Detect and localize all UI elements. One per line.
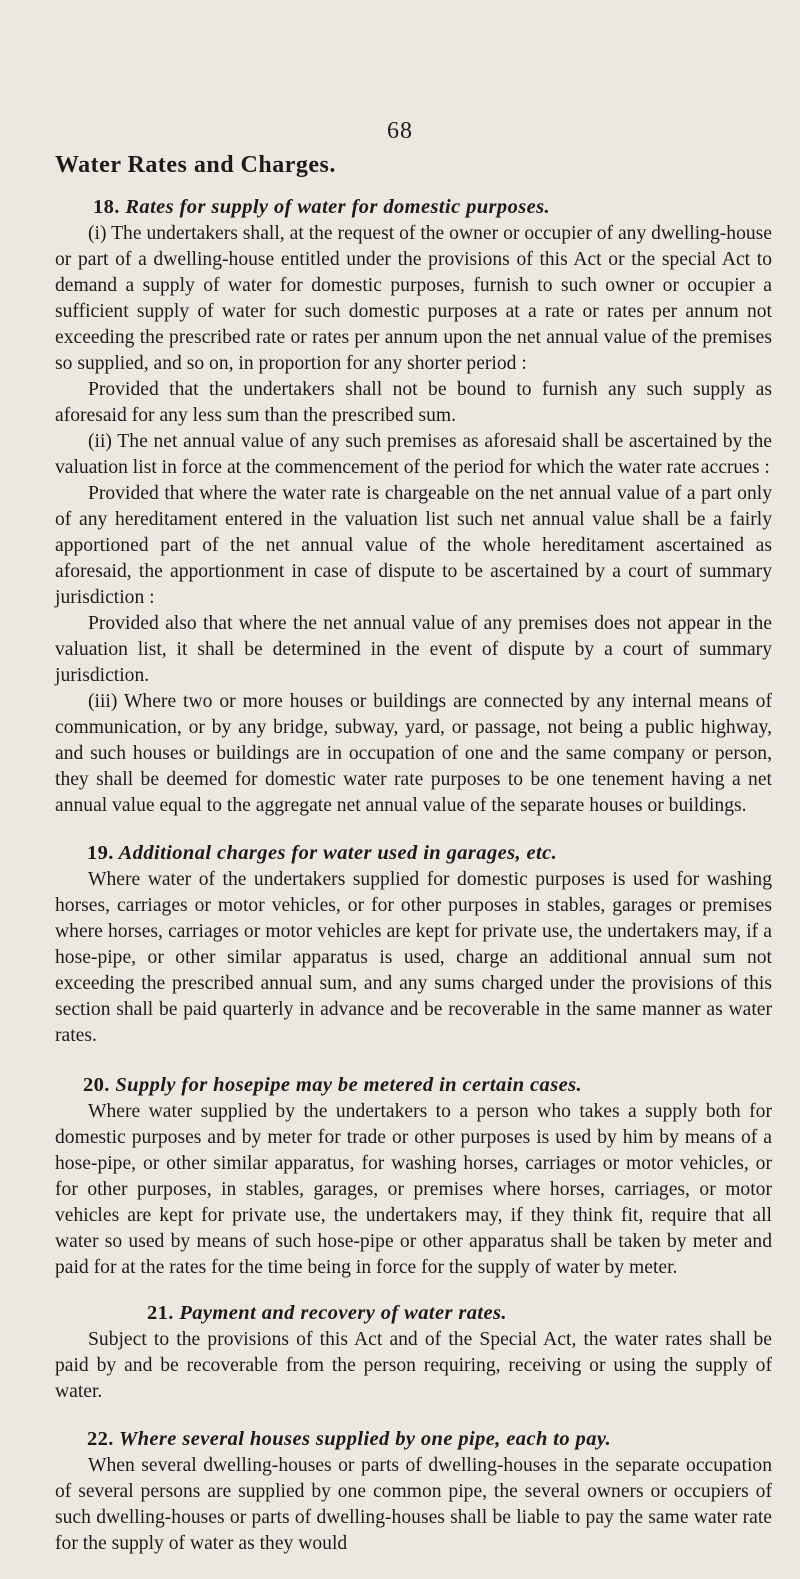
section-number: 21. bbox=[147, 1302, 174, 1324]
paragraph: (i) The undertakers shall, at the request of the owner or occupier of any dwelling-house or part of a dwelling-house entitled under the provisions of this Act or the special Act to demand a supply of water for domestic purposes, furnish to such owner or occupier a sufficient supply of water for such domestic purposes at a rate or rates per annum not exceeding the prescribed rate or rates per annum upon the net annual value of the premises so supplied, and so on, in proportion for any shorter period : bbox=[55, 223, 772, 374]
chapter-heading: Water Rates and Charges. bbox=[55, 152, 336, 178]
section-19 bbox=[55, 839, 772, 1049]
section-title bbox=[55, 1071, 772, 1099]
section-title-text: Where several houses supplied by one pipe, each to pay. bbox=[118, 1428, 612, 1450]
paragraph: Where water of the undertakers supplied for domestic purposes is used for washing horses, carriages or motor vehicles, or for other purposes in stables, garages or premises where horses, carriages or motor vehicles are kept for private use, the undertakers may, if a hose-pipe, or other similar apparatus is used, charge an additional annual sum not exceeding the prescribed annual sum, and any sums charged under the provisions of this section shall be paid quarterly in advance and be recoverable in the same manner as water rates. bbox=[55, 869, 772, 1046]
paragraph: (ii) The net annual value of any such premises as aforesaid shall be ascertained by the valuation list in force at the commencement of the period for which the water rate accrues : bbox=[55, 431, 772, 478]
section-number: 19. bbox=[87, 842, 114, 864]
page-number: 68 bbox=[387, 118, 413, 144]
section-title bbox=[55, 839, 772, 867]
section-title-text: Supply for hosepipe may be metered in certain cases. bbox=[115, 1074, 582, 1096]
paragraph: Where water supplied by the undertakers to a person who takes a supply both for domestic purposes and by meter for trade or other purposes is used by him by means of a hose-pipe, or other similar apparatus, for washing horses, carriages or motor vehicles, or for other purposes, in stables, garages, or premises where horses, carriages, or motor vehicles are kept for private use, the undertakers may, if they think fit, require that all water so used by means of such hose-pipe or other apparatus shall be taken by meter and paid for at the rates for the time being in force for the supply of water by meter. bbox=[55, 1101, 772, 1278]
section-number: 20. bbox=[83, 1074, 110, 1096]
section-number: 22. bbox=[87, 1428, 114, 1450]
paragraph: Provided also that where the net annual value of any premises does not appear in the valuation list, it shall be determined in the event of dispute by a court of summary jurisdiction. bbox=[55, 613, 772, 686]
section-title-text: Payment and recovery of water rates. bbox=[179, 1302, 507, 1324]
section-21 bbox=[55, 1299, 772, 1405]
section-number: 18. bbox=[93, 196, 120, 218]
paragraph: Provided that the undertakers shall not be bound to furnish any such supply as aforesaid for any less sum than the prescribed sum. bbox=[55, 379, 772, 426]
section-18 bbox=[55, 193, 772, 819]
paragraph: (iii) Where two or more houses or buildings are connected by any internal means of communication, or by any bridge, subway, yard, or passage, not being a public highway, and such houses or buildings are in occupation of one and the same company or person, they shall be deemed for domestic water rate purposes to be one tenement having a net annual value equal to the aggregate net annual value of the separate houses or buildings. bbox=[55, 691, 772, 816]
section-title bbox=[55, 1299, 772, 1327]
section-title bbox=[55, 193, 772, 221]
section-20 bbox=[55, 1071, 772, 1281]
section-title bbox=[55, 1425, 772, 1453]
document-body bbox=[55, 193, 772, 1579]
section-22 bbox=[55, 1425, 772, 1557]
paragraph: Subject to the provisions of this Act and of the Special Act, the water rates shall be paid by and be recoverable from the person requiring, receiving or using the supply of water. bbox=[55, 1329, 772, 1402]
section-title-text: Rates for supply of water for domestic purposes. bbox=[125, 196, 551, 218]
section-title-text: Additional charges for water used in garages, etc. bbox=[118, 842, 558, 864]
paragraph: Provided that where the water rate is chargeable on the net annual value of a part only of any hereditament entered in the valuation list such net annual value shall be a fairly apportioned part of the net annual value of the whole hereditament ascertained as aforesaid, the apportionment in case of dispute to be ascertained by a court of summary jurisdiction : bbox=[55, 483, 772, 608]
paragraph: When several dwelling-houses or parts of dwelling-houses in the separate occupation of several persons are supplied by one common pipe, the several owners or occupiers of such dwelling-houses or parts of dwelling-houses shall be liable to pay the same water rate for the supply of water as they would bbox=[55, 1455, 772, 1554]
